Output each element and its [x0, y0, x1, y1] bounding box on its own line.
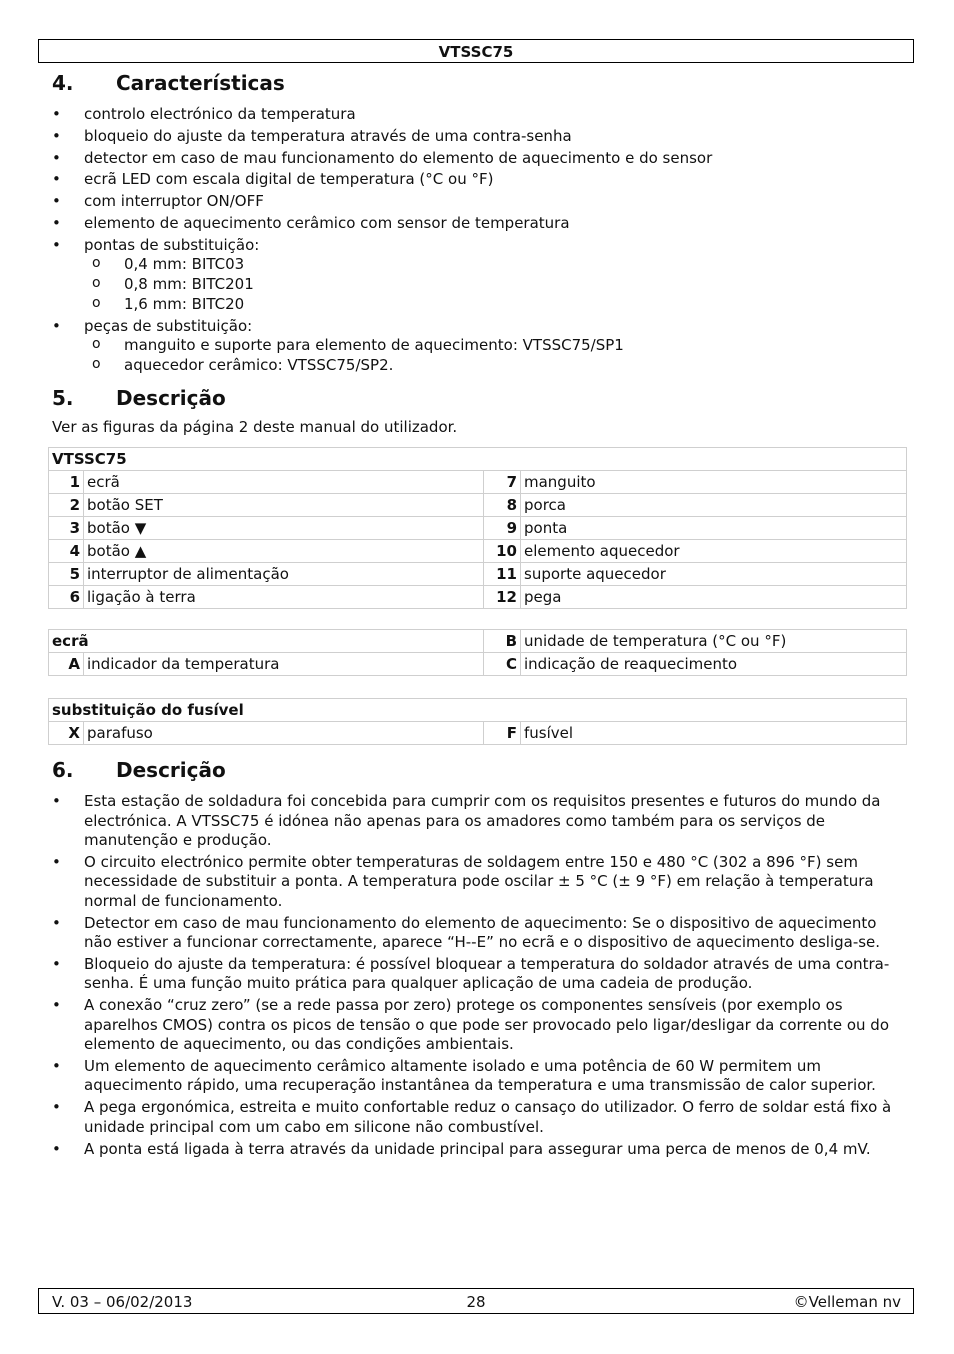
table-row: ecrã B unidade de temperatura (°C ou °F) [49, 630, 907, 653]
section-5-intro: Ver as figuras da página 2 deste manual do utilizador. [52, 418, 458, 436]
list-item: • Bloqueio do ajuste da temperatura: é possível bloquear a temperatura do soldador através de uma contra-senha. É uma função muito prática para qualquer aplicação de uma cadeia de produção. [52, 955, 904, 994]
display-table [48, 629, 907, 676]
parts-table-title: VTSSC75 [49, 448, 907, 471]
description-list [52, 792, 904, 1161]
footer-version: V. 03 – 06/02/2013 [52, 1293, 193, 1311]
section-6-title: 6. Descrição [52, 758, 226, 782]
list-item: • ecrã LED com escala digital de temperatura (°C ou °F) [52, 170, 904, 190]
list-item: • bloqueio do ajuste da temperatura através de uma contra-senha [52, 127, 904, 147]
fuse-table-title: substituição do fusível [49, 699, 907, 722]
footer-copyright: ©Velleman nv [793, 1293, 901, 1311]
table-row: 5 interruptor de alimentação 11 suporte aquecedor [49, 563, 907, 586]
section-5-title: 5. Descrição [52, 386, 226, 410]
table-row: 2 botão SET 8 porca [49, 494, 907, 517]
display-table-title: ecrã [49, 630, 484, 653]
list-item: • A pega ergonómica, estreita e muito confortable reduz o cansaço do utilizador. O ferro de soldar está fixo à unidade principal com um cabo em silicone não combustível. [52, 1098, 904, 1137]
table-row: 1 ecrã 7 manguito [49, 471, 907, 494]
list-item: • pontas de substituição: o 0,4 mm: BITC03 o 0,8 mm: BITC201 o 1,6 mm: BITC20 [52, 236, 904, 315]
list-item: • O circuito electrónico permite obter temperaturas de soldagem entre 150 e 480 °C (302 a 896 °F) sem necessidade de substituir a ponta. A temperatura pode oscilar ± 5 °C (± 9 °F) em relação à temperatura normal de funcionamento. [52, 853, 904, 912]
table-row: A indicador da temperatura C indicação de reaquecimento [49, 653, 907, 676]
features-list [52, 105, 904, 378]
list-item: • controlo electrónico da temperatura [52, 105, 904, 125]
list-item: • Um elemento de aquecimento cerâmico altamente isolado e uma potência de 60 W permitem um aquecimento rápido, uma recuperação instantânea da temperatura e uma transmissão de calor superior. [52, 1057, 904, 1096]
table-row: 4 botão ▲ 10 elemento aquecedor [49, 540, 907, 563]
list-item: • Esta estação de soldadura foi concebida para cumprir com os requisitos presentes e futuros do mundo da electrónica. A VTSSC75 é idónea não apenas para os amadores como também para os serviços de manutenção e produção. [52, 792, 904, 851]
tips-sublist [84, 255, 904, 314]
sublist-item: o 1,6 mm: BITC20 [84, 295, 904, 315]
section-4-title: 4. Características [52, 71, 285, 95]
list-item: • A conexão “cruz zero” (se a rede passa por zero) protege os componentes sensíveis (por exemplo os aparelhos CMOS) contra os picos de tensão o que pode ser provocado pelo ligar/desligar da corrente ou do elemento de aquecimento, ou das condições ambientais. [52, 996, 904, 1055]
page-header [38, 39, 914, 63]
list-item: • peças de substituição: o manguito e suporte para elemento de aquecimento: VTSSC75/SP1 o aquecedor cerâmico: VTSSC75/SP2. [52, 317, 904, 376]
sublist-item: o 0,8 mm: BITC201 [84, 275, 904, 295]
list-item: • detector em caso de mau funcionamento do elemento de aquecimento e do sensor [52, 149, 904, 169]
sublist-item: o manguito e suporte para elemento de aquecimento: VTSSC75/SP1 [84, 336, 904, 356]
page-footer [38, 1288, 914, 1314]
page-number: 28 [466, 1293, 486, 1311]
parts-sublist [84, 336, 904, 376]
header-model: VTSSC75 [438, 43, 514, 61]
list-item: • A ponta está ligada à terra através da unidade principal para assegurar uma perca de menos de 0,4 mV. [52, 1140, 904, 1160]
table-row: 3 botão ▼ 9 ponta [49, 517, 907, 540]
table-row: X parafuso F fusível [49, 722, 907, 745]
sublist-item: o 0,4 mm: BITC03 [84, 255, 904, 275]
table-row: 6 ligação à terra 12 pega [49, 586, 907, 609]
fuse-table [48, 698, 907, 745]
list-item: • Detector em caso de mau funcionamento do elemento de aquecimento: Se o dispositivo de aquecimento não estiver a funcionar correctamente, aparece “H--E” no ecrã e o dispositivo de aquecimento desliga-se. [52, 914, 904, 953]
list-item: • elemento de aquecimento cerâmico com sensor de temperatura [52, 214, 904, 234]
sublist-item: o aquecedor cerâmico: VTSSC75/SP2. [84, 356, 904, 376]
list-item: • com interruptor ON/OFF [52, 192, 904, 212]
parts-table [48, 447, 907, 609]
